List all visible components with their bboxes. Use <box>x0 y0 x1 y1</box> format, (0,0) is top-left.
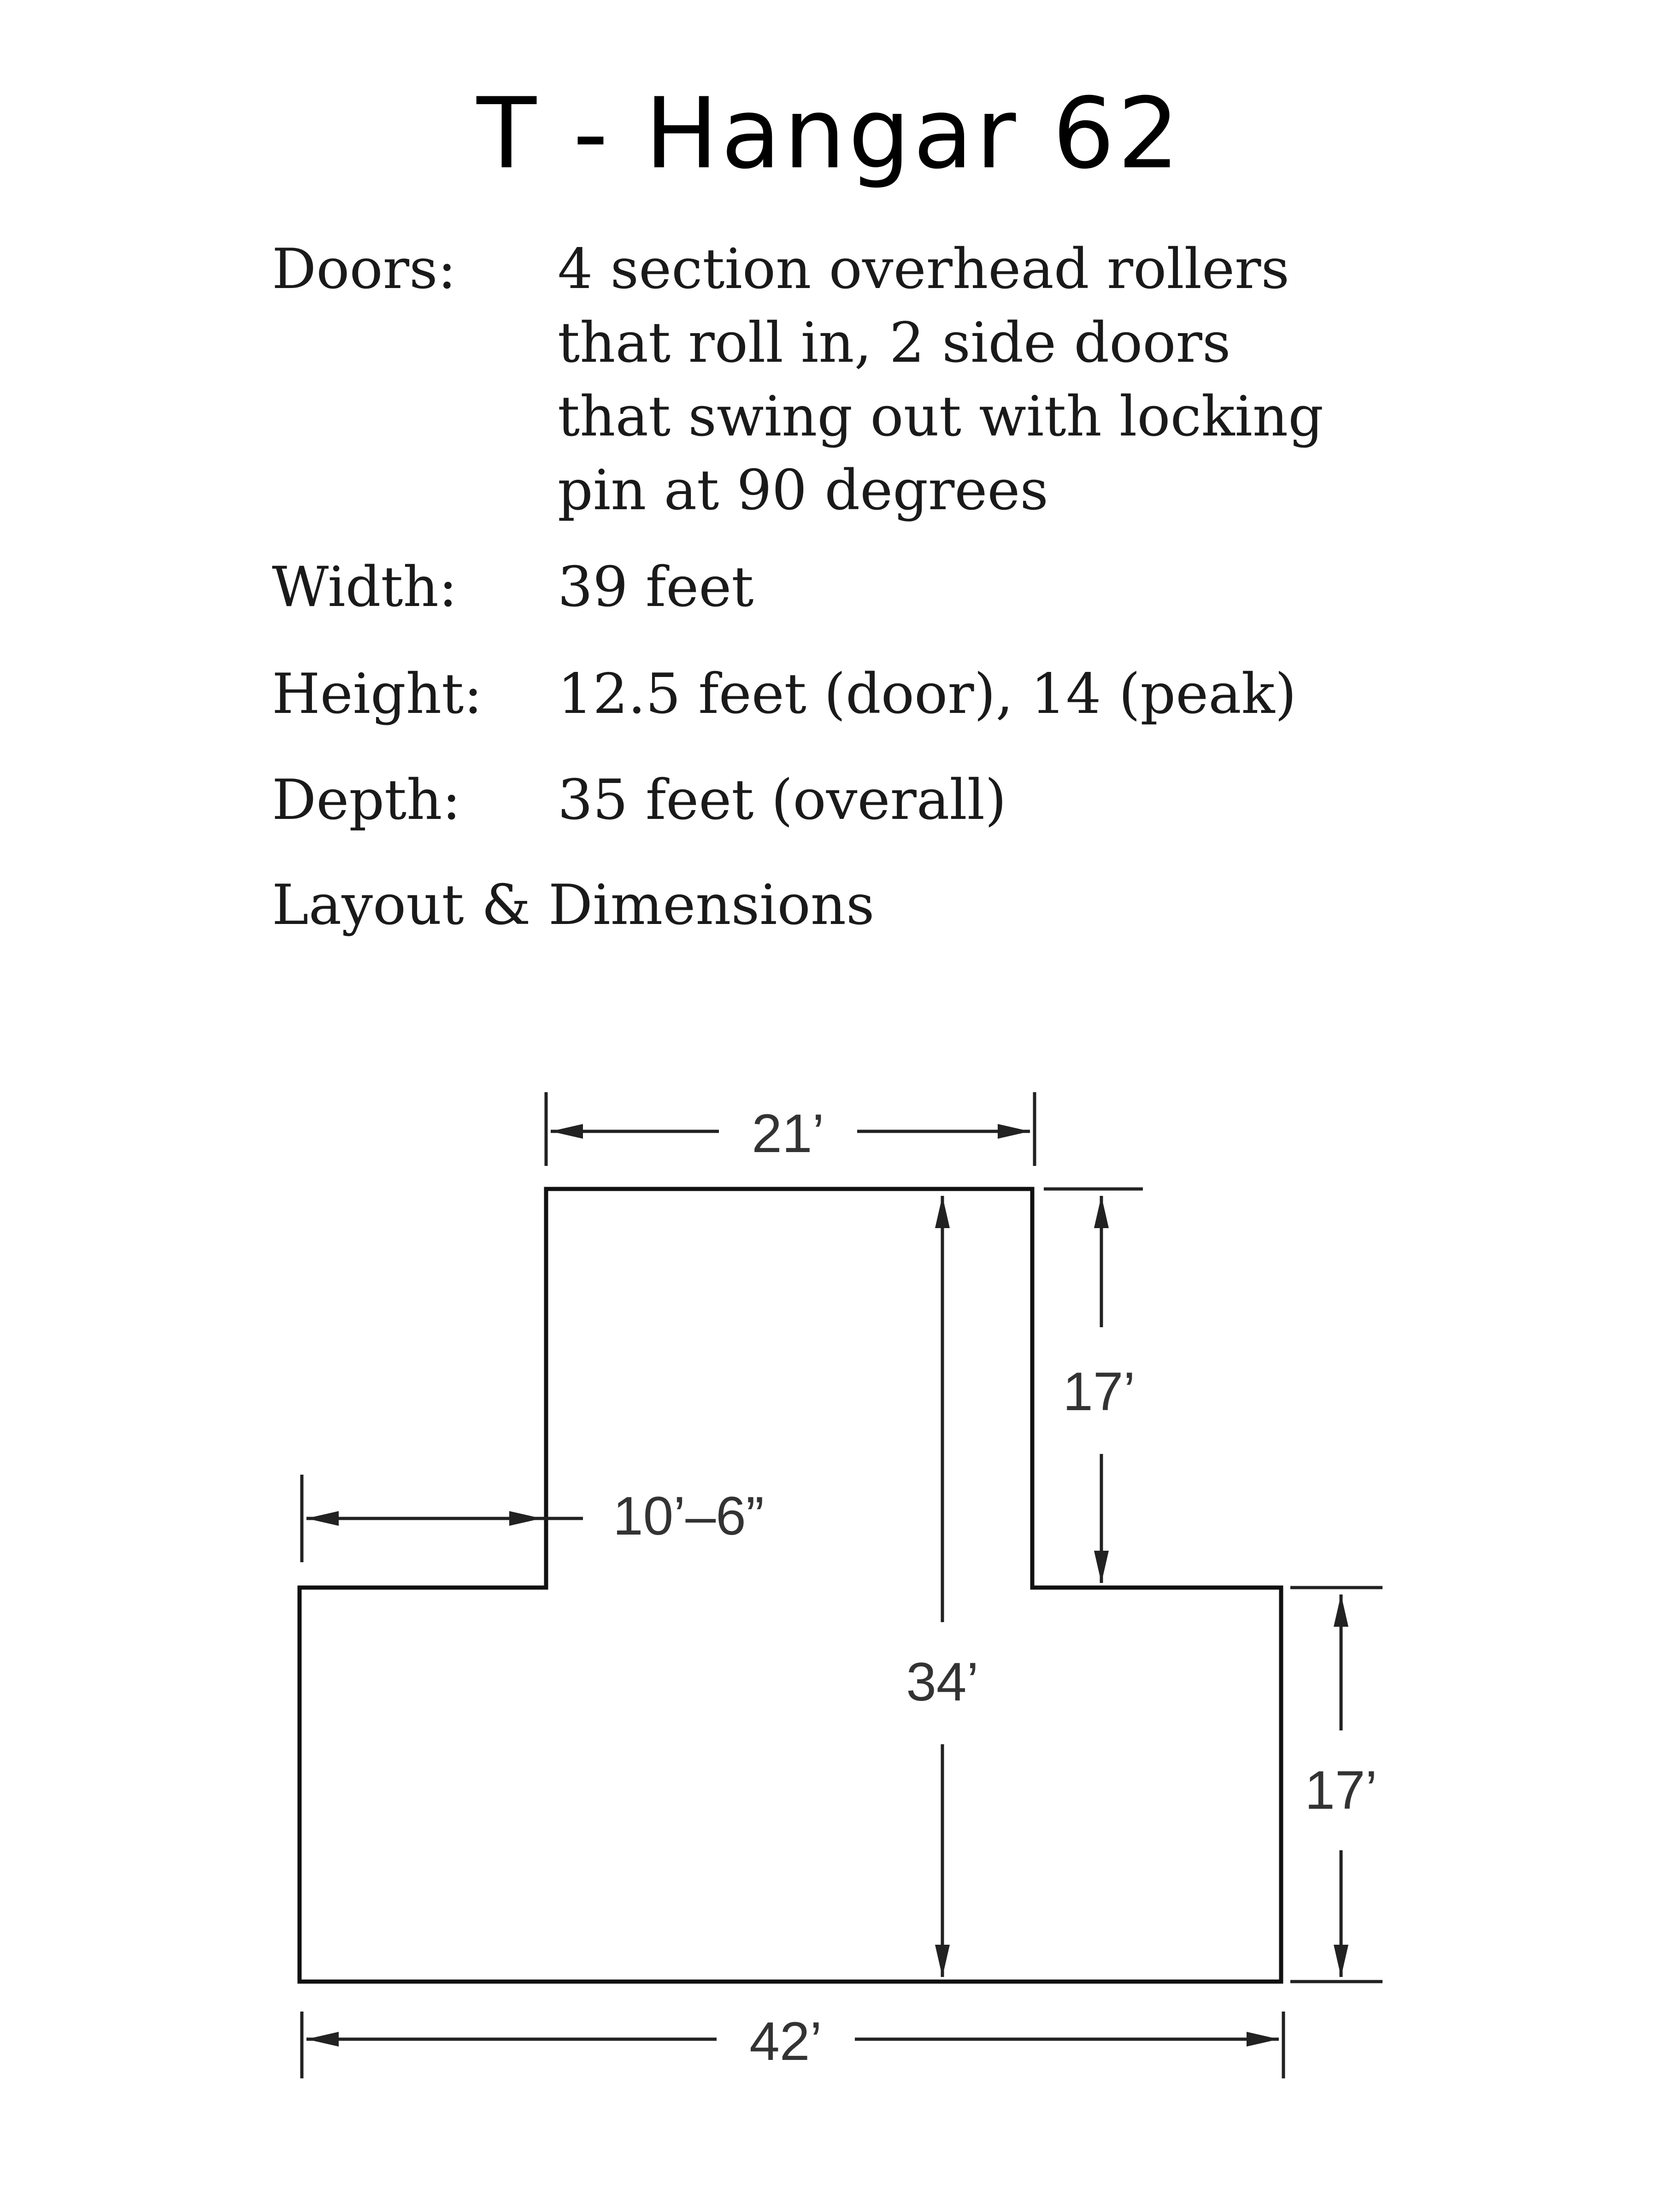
layout-caption: Layout & Dimensions <box>272 873 875 937</box>
spec-doors-line: that swing out with locking <box>558 385 1324 449</box>
dim-bottom-width-label: 42’ <box>749 2011 822 2072</box>
spec-doors-line: that roll in, 2 side doors <box>558 311 1231 375</box>
dim-total-depth <box>935 1196 950 1977</box>
dim-upper-right-height-label: 17’ <box>1063 1361 1135 1422</box>
dim-lower-right-height-label: 17’ <box>1305 1760 1377 1821</box>
spec-height-label: Height: <box>272 662 482 726</box>
spec-doors-line: 4 section overhead rollers <box>558 237 1290 301</box>
dim-total-depth-label: 34’ <box>906 1652 979 1712</box>
spec-doors-label: Doors: <box>272 237 457 301</box>
spec-depth-label: Depth: <box>272 768 461 832</box>
spec-width-label: Width: <box>272 555 458 619</box>
spec-depth-value: 35 feet (overall) <box>558 768 1007 832</box>
spec-height-value: 12.5 feet (door), 14 (peak) <box>558 662 1297 726</box>
dim-left-offset-label: 10’–6” <box>613 1486 765 1547</box>
spec-doors-line: pin at 90 degrees <box>558 459 1048 523</box>
spec-width-value: 39 feet <box>558 555 754 619</box>
dim-top-width-label: 21’ <box>752 1103 824 1164</box>
page-title: T - Hangar 62 <box>477 76 1182 190</box>
hangar-outline <box>300 1189 1281 1982</box>
dim-left-offset <box>302 1475 583 1562</box>
